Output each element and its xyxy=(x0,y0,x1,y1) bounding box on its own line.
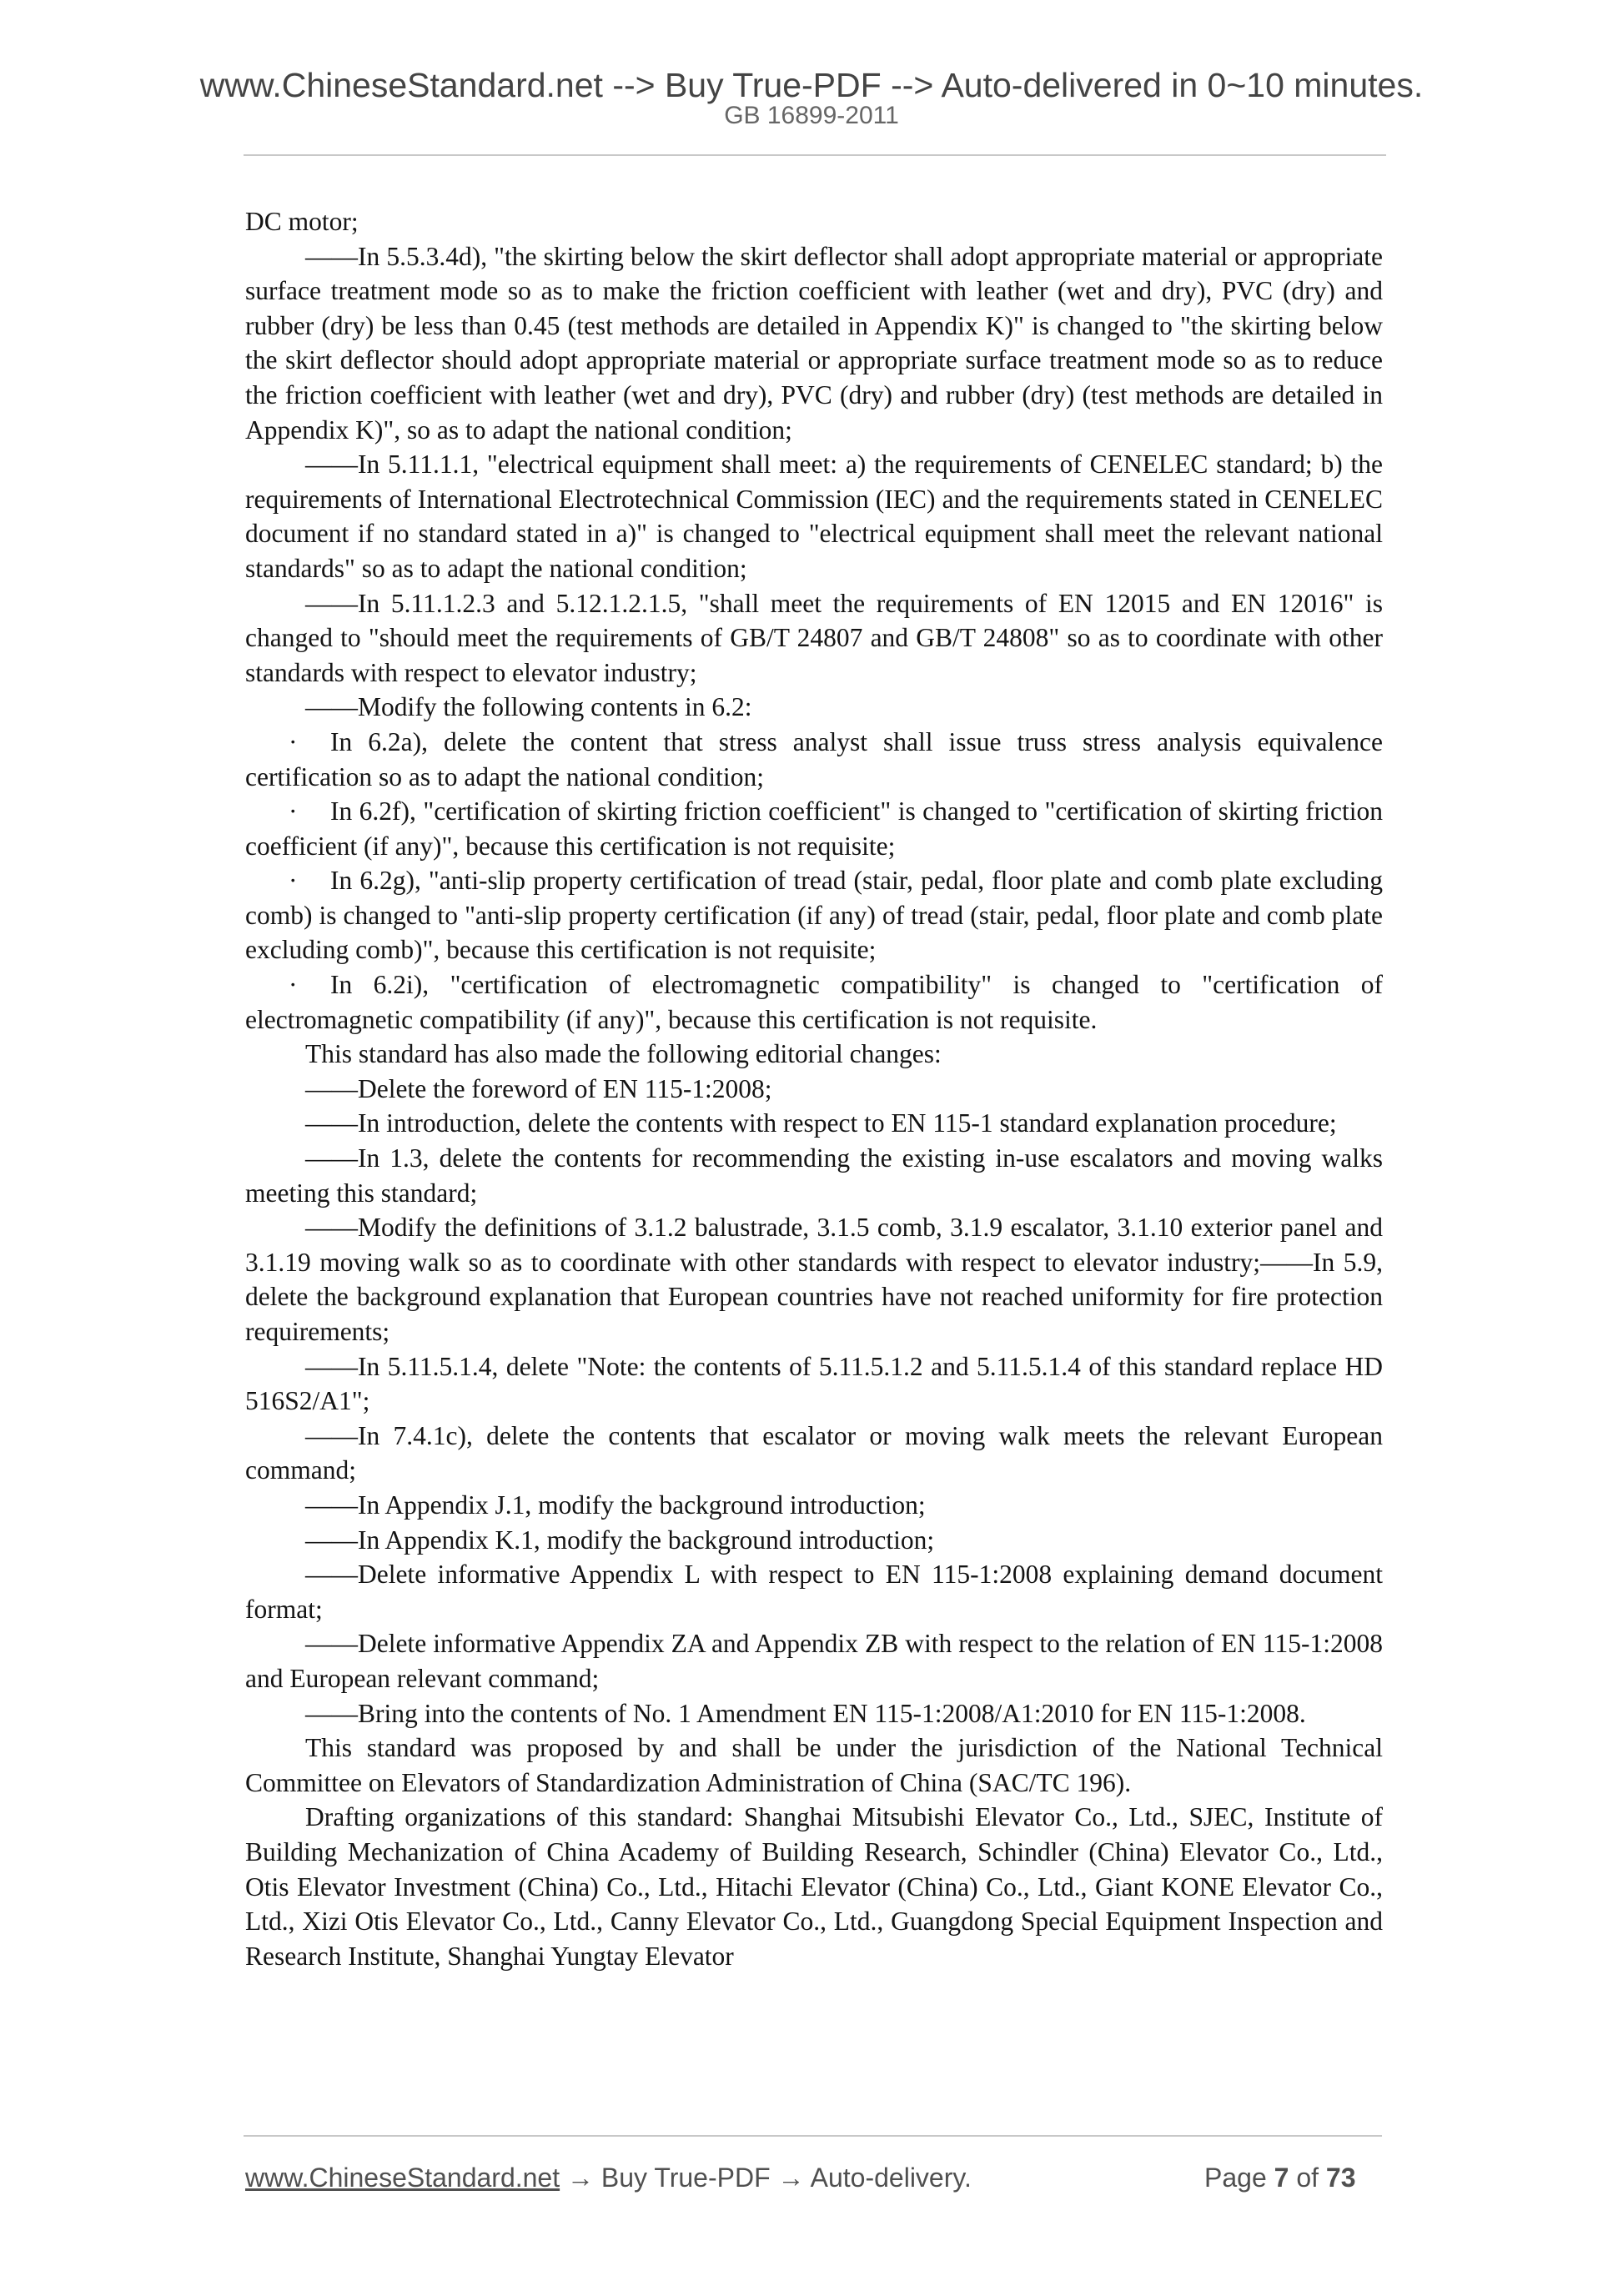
paragraph-17: ——In Appendix K.1, modify the background introduction; xyxy=(305,1525,935,1555)
bullet-icon: · xyxy=(289,970,298,1000)
standard-code: GB 16899-2011 xyxy=(724,102,899,129)
bullet-item xyxy=(245,794,1383,863)
bullet-icon: · xyxy=(289,796,298,826)
site-link[interactable]: www.ChineseStandard.net xyxy=(245,2163,560,2193)
page-of: of xyxy=(1289,2163,1326,2193)
bullet-icon: · xyxy=(289,866,298,896)
page-current: 7 xyxy=(1274,2163,1289,2193)
bullet-text: In 6.2a), delete the content that stress analyst shall issue truss stress analysis equivalence certification so as to adapt the national condition; xyxy=(245,726,1383,791)
paragraph-10: ——Delete the foreword of EN 115-1:2008; xyxy=(305,1073,772,1103)
bullet-text: In 6.2g), "anti-slip property certification of tread (stair, pedal, floor plate and comb plate excluding comb) is changed to "anti-slip property certification (if any) of tread (stair, pedal, floor plate and comb plate excluding comb)", because this certification is not requisite; xyxy=(245,866,1383,965)
header-divider xyxy=(244,154,1386,156)
paragraph-14: ——In 5.11.5.1.4, delete "Note: the contents of 5.11.5.1.2 and 5.11.5.1.4 of this standard replace HD 516S2/A1"; xyxy=(245,1351,1383,1416)
footer-promo xyxy=(245,2163,972,2193)
bullet-text: In 6.2i), "certification of electromagnetic compatibility" is changed to "certification of electromagnetic compatibility (if any)", because this certification is not requisite. xyxy=(245,970,1383,1034)
paragraph-1: ——In 5.5.3.4d), "the skirting below the skirt deflector shall adopt appropriate material or appropriate surface treatment mode so as to make the friction coefficient with leather (wet and dry), PVC (dry) and rubber (dry) be less than 0.45 (test methods are detailed in Appendix K)" is changed to "the skirting below the skirt deflector should adopt appropriate material or appropriate surface treatment mode so as to reduce the friction coefficient with leather (wet and dry), PVC (dry) and rubber (dry) (test methods are detailed in Appendix K)", so as to adapt the national condition; xyxy=(245,241,1383,445)
paragraph-16: ——In Appendix J.1, modify the background introduction; xyxy=(305,1490,926,1520)
bullet-item xyxy=(245,967,1383,1037)
paragraph-13: ——Modify the definitions of 3.1.2 balustrade, 3.1.5 comb, 3.1.9 escalator, 3.1.10 exterior panel and 3.1.19 moving walk so as to coordinate with other standards with respect to elevator industry;——In 5.9, delete the background explanation that European countries have not reached uniformity for fire protection requirements; xyxy=(245,1213,1383,1346)
paragraph-0: DC motor; xyxy=(245,207,359,236)
paragraph-21: This standard was proposed by and shall be under the jurisdiction of the National Technical Committee on Elevators of Standardization Administration of China (SAC/TC 196). xyxy=(245,1733,1383,1797)
paragraph-9: This standard has also made the following editorial changes: xyxy=(305,1039,942,1069)
bullet-icon: · xyxy=(289,726,298,756)
paragraph-15: ——In 7.4.1c), delete the contents that escalator or moving walk meets the relevant European command; xyxy=(245,1420,1383,1485)
bullet-text: In 6.2f), "certification of skirting friction coefficient" is changed to "certification of skirting friction coefficient (if any)", because this certification is not requisite; xyxy=(245,796,1383,861)
page-prefix: Page xyxy=(1204,2163,1274,2193)
paragraph-18: ——Delete informative Appendix L with respect to EN 115-1:2008 explaining demand document format; xyxy=(245,1560,1383,1624)
paragraph-22: Drafting organizations of this standard: Shanghai Mitsubishi Elevator Co., Ltd., SJEC, Institute of Building Mechanization of China Academy of Building Research, Schindler (China) Elevator Co., Ltd., Otis Elevator Investment (China) Co., Ltd., Hitachi Elevator (China) Co., Ltd., Giant KONE Elevator Co., Ltd., Xizi Otis Elevator Co., Ltd., Canny Elevator Co., Ltd., Guangdong Special Equipment Inspection and Research Institute, Shanghai Yungtay Elevator xyxy=(245,1802,1383,1971)
document-body xyxy=(245,204,1383,1973)
paragraph-3: ——In 5.11.1.2.3 and 5.12.1.2.1.5, "shall meet the requirements of EN 12015 and EN 12016" is changed to "should meet the requirements of GB/T 24807 and GB/T 24808" so as to coordinate with other standards with respect to elevator industry; xyxy=(245,588,1383,687)
footer-divider xyxy=(244,2135,1382,2137)
header-banner: www.ChineseStandard.net --> Buy True-PDF --> Auto-delivered in 0~10 minutes. xyxy=(199,66,1424,104)
paragraph-19: ——Delete informative Appendix ZA and Appendix ZB with respect to the relation of EN 115-1:2008 and European relevant command; xyxy=(245,1629,1383,1693)
paragraph-4: ——Modify the following contents in 6.2: xyxy=(305,692,752,722)
bullet-item xyxy=(245,863,1383,967)
bullet-item xyxy=(245,725,1383,794)
paragraph-12: ——In 1.3, delete the contents for recommending the existing in-use escalators and moving walks meeting this standard; xyxy=(245,1143,1383,1208)
paragraph-20: ——Bring into the contents of No. 1 Amendment EN 115-1:2008/A1:2010 for EN 115-1:2008. xyxy=(305,1698,1306,1728)
footer-tagline: → Buy True-PDF → Auto-delivery. xyxy=(560,2163,972,2193)
page-indicator xyxy=(1204,2163,1355,2193)
paragraph-11: ——In introduction, delete the contents with respect to EN 115-1 standard explanation procedure; xyxy=(305,1108,1337,1138)
paragraph-2: ——In 5.11.1.1, "electrical equipment shall meet: a) the requirements of CENELEC standard; b) the requirements of International Electrotechnical Commission (IEC) and the requirements stated in CENELEC document if no standard stated in a)" is changed to "electrical equipment shall meet the relevant national standards" so as to adapt the national condition; xyxy=(245,450,1383,583)
page-total: 73 xyxy=(1325,2163,1356,2193)
